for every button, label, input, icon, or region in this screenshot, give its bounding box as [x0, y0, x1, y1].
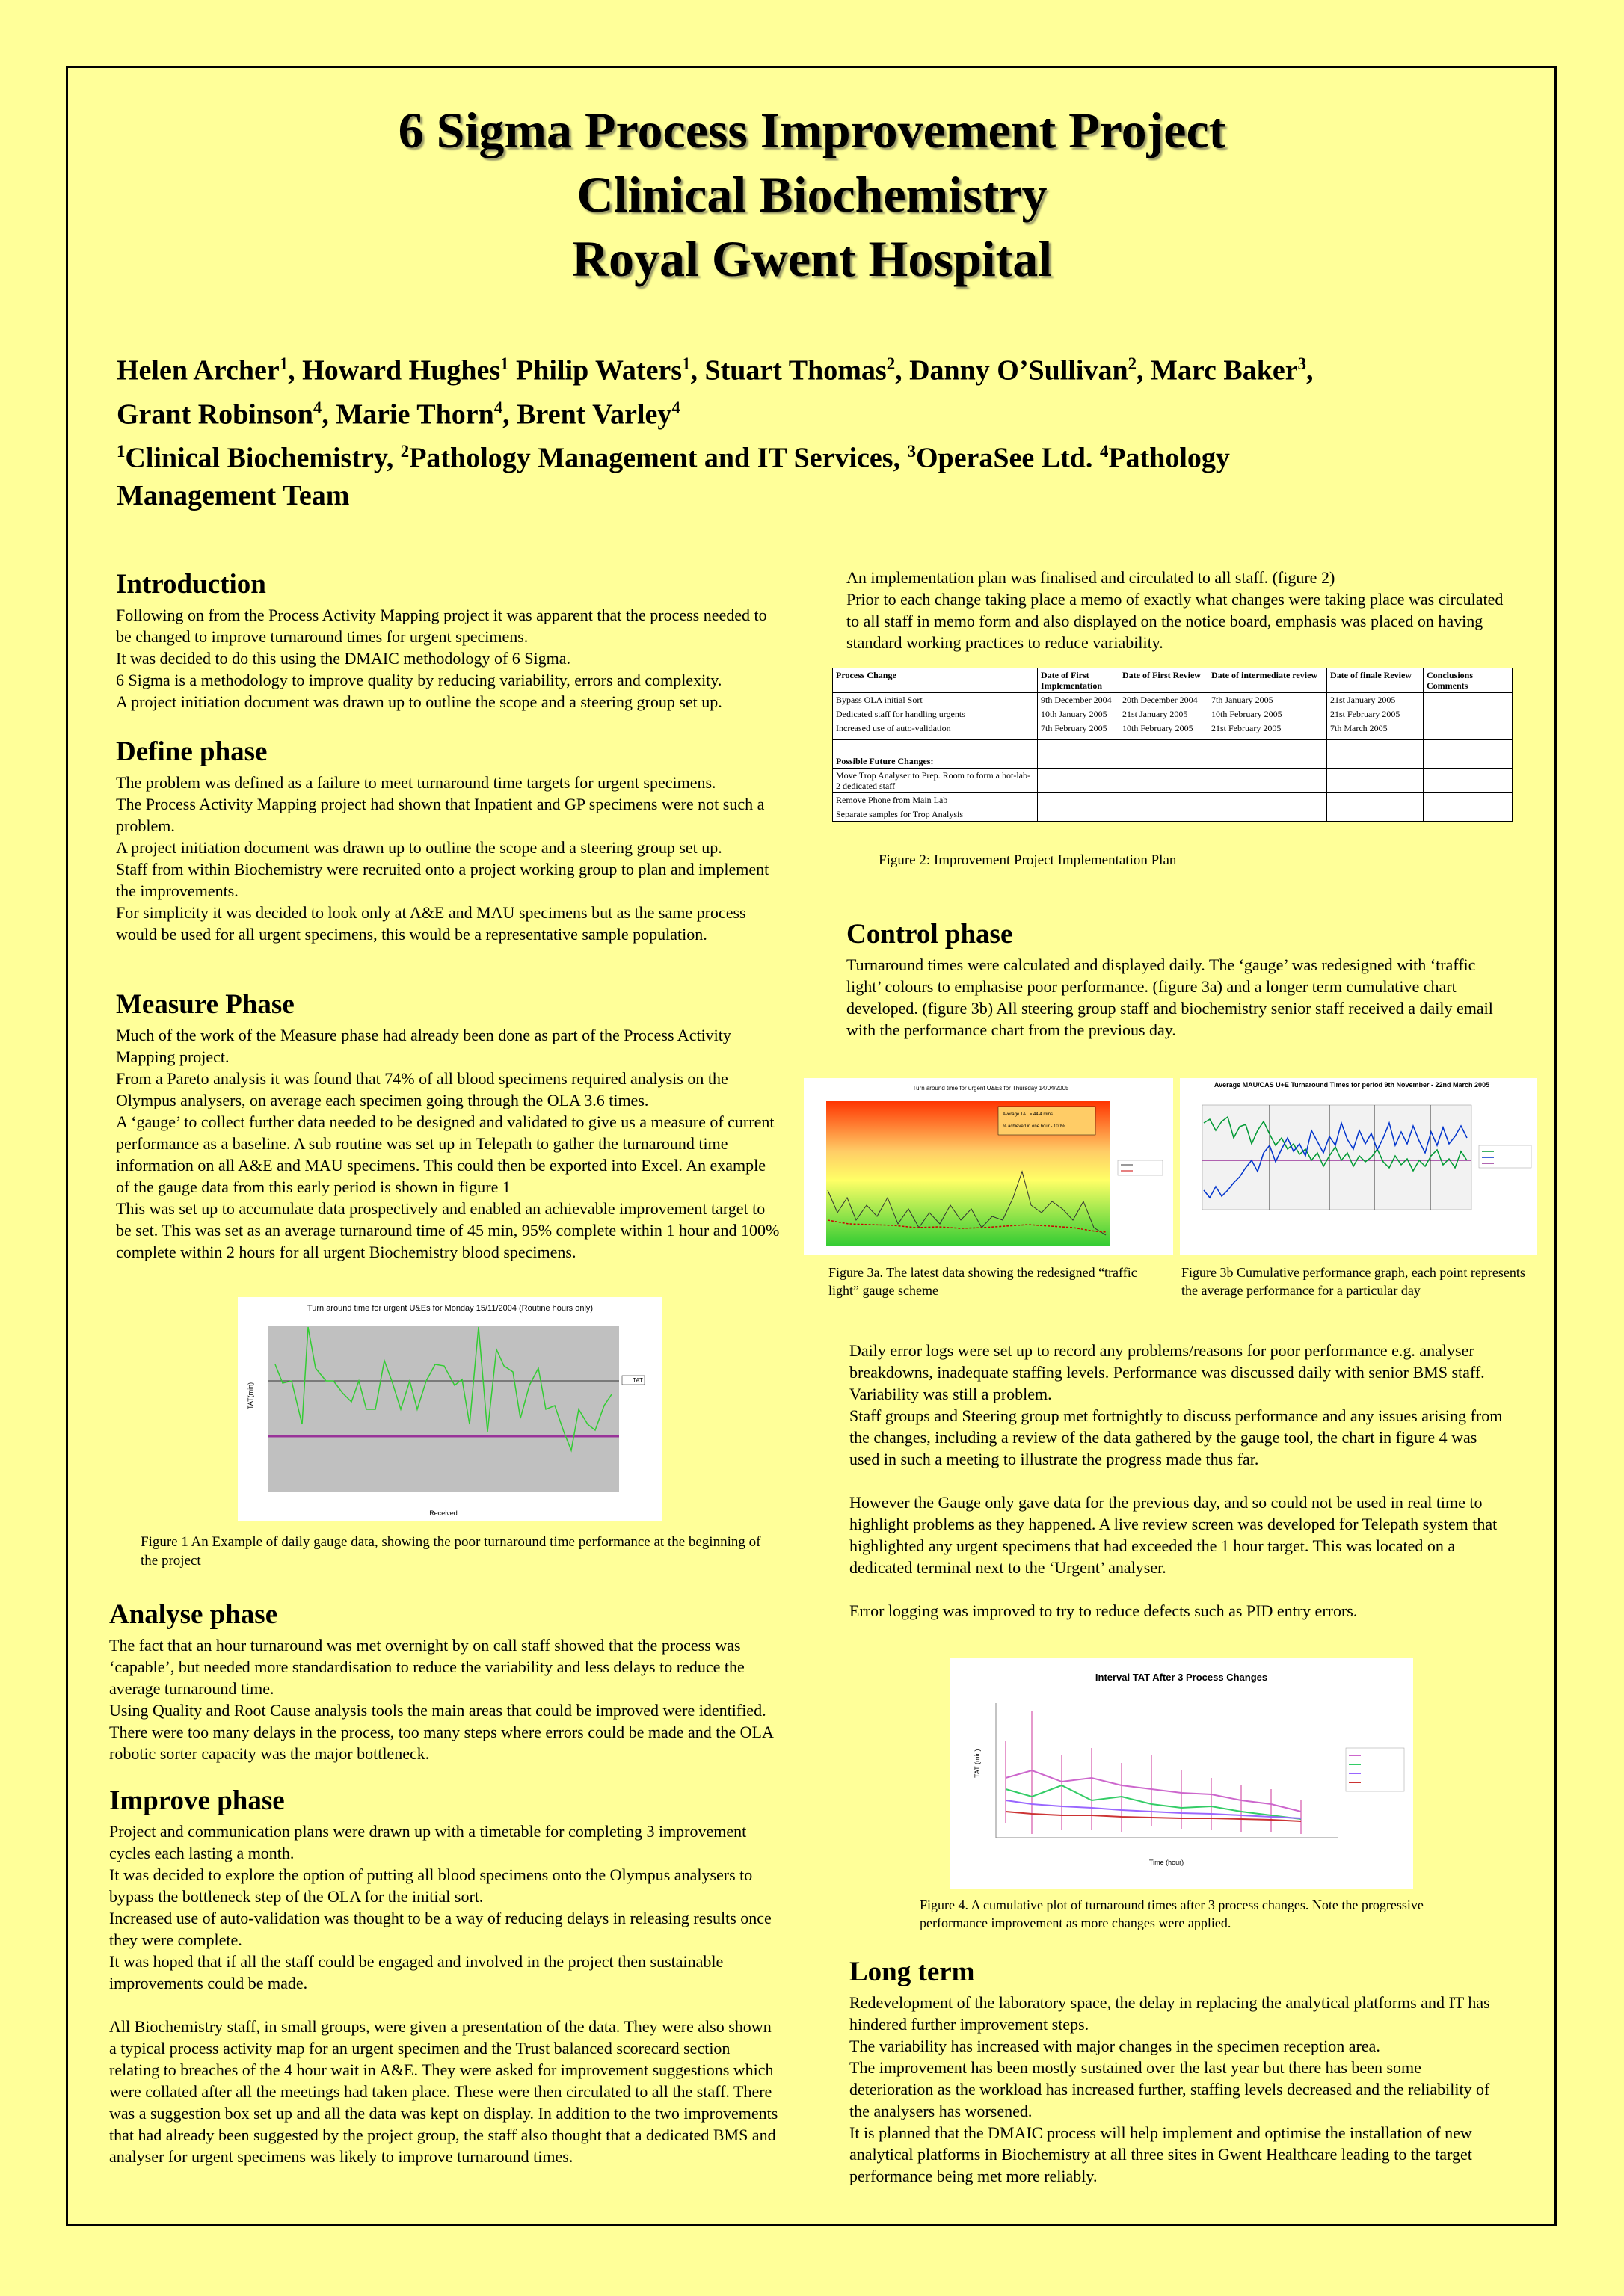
- figure-3a-caption: Figure 3a. The latest data showing the redesigned “traffic light” gauge scheme: [828, 1265, 1137, 1298]
- table-cell: 20th December 2004: [1119, 693, 1208, 707]
- table-cell: [1208, 807, 1327, 822]
- longterm-para: Redevelopment of the laboratory space, the delay in replacing the analytical platforms and IT has hindered further improvement steps.: [849, 1993, 1490, 2034]
- table-row: [833, 793, 1513, 807]
- control-section: [846, 918, 1504, 1041]
- analyse-para: The fact that an hour turnaround was met overnight by on call staff showed that the process was ‘capable’, but needed more standardisation to reduce the variability and less delays to reduce the average turnaround time.: [109, 1636, 745, 1698]
- table-cell: [1327, 807, 1424, 822]
- implementation-table: [832, 668, 1513, 822]
- figure-1-title: Turn around time for urgent U&Es for Monday 15/11/2004 (Routine hours only): [307, 1304, 594, 1313]
- figure-3a-legend-2: % achieved in one hour - 100%: [1003, 1124, 1065, 1129]
- table-cell: 21st January 2005: [1119, 707, 1208, 721]
- table-cell: [1327, 769, 1424, 793]
- figure-1-ylabel: TAT(min): [247, 1382, 254, 1409]
- table-cell: 21st January 2005: [1327, 693, 1424, 707]
- table-header: Date of intermediate review: [1208, 668, 1327, 693]
- table-cell: 7th February 2005: [1038, 721, 1119, 740]
- table-cell: [1208, 769, 1327, 793]
- figure-3b-caption: Figure 3b Cumulative performance graph, each point represents the average performance for a particular day: [1181, 1265, 1525, 1298]
- table-cell: Dedicated staff for handling urgents: [833, 707, 1038, 721]
- table-cell: [1424, 793, 1513, 807]
- improve-heading: Improve phase: [109, 1785, 285, 1816]
- figure-4-xlabel: Time (hour): [1148, 1859, 1184, 1866]
- table-cell: 10th February 2005: [1119, 721, 1208, 740]
- title-line-3: Royal Gwent Hospital: [571, 230, 1053, 287]
- figure-4-ylabel: TAT (min): [974, 1749, 981, 1778]
- define-heading: Define phase: [116, 736, 268, 767]
- errors-para: Error logging was improved to try to reduce defects such as PID entry errors.: [849, 1601, 1358, 1620]
- table-row: [833, 707, 1513, 721]
- measure-para: This was set up to accumulate data prospectively and enabled an achievable improvement target to be set. This was set as an average turnaround time of 45 min, 95% complete within 1 hour and 100% complete within 2 hours for all urgent Biochemistry blood specimens.: [116, 1199, 780, 1261]
- table-row: [833, 807, 1513, 822]
- improve-para: It was hoped that if all the staff could be engaged and involved in the project then sustainable improvements could be made.: [109, 1952, 724, 1992]
- table-cell: [833, 740, 1038, 754]
- table-header: Process Change: [833, 668, 1038, 693]
- table-cell: [1119, 769, 1208, 793]
- table-header-row: [833, 668, 1513, 693]
- longterm-para: The variability has increased with major changes in the specimen reception area.: [849, 2037, 1380, 2055]
- implementation-section: [846, 567, 1504, 653]
- implementation-para: An implementation plan was finalised and circulated to all staff. (figure 2): [846, 568, 1335, 587]
- errors-para: Daily error logs were set up to record any problems/reasons for poor performance e.g. analyser breakdowns, inadequate staffing levels. Performance was discussed daily with senior BMS staff. Variability was still a problem.: [849, 1341, 1485, 1403]
- affiliations-line-1: $^1$Clinical Biochemistry, $^2$Pathology Management and IT Services, $^3$OperaSee Ltd. $^4$Pathology: [117, 442, 1230, 474]
- errors-para: However the Gauge only gave data for the previous day, and so could not be used in real time to highlight problems as they happened. A live review screen was developed for Telepath system that highlighted any urgent specimens that had exceeded the 1 hour target. This was located on a dedicated terminal next to the ‘Urgent’ analyser.: [849, 1493, 1498, 1577]
- table-cell: Remove Phone from Main Lab: [833, 793, 1038, 807]
- control-heading: Control phase: [846, 919, 1013, 950]
- define-para: The Process Activity Mapping project had shown that Inpatient and GP specimens were not such a problem.: [116, 795, 765, 835]
- improve-para: Increased use of auto-validation was thought to be a way of reducing delays in releasing results once they were complete.: [109, 1909, 772, 1949]
- table-cell: 9th December 2004: [1038, 693, 1119, 707]
- improve-section: [109, 1785, 782, 2167]
- figure-1-caption: Figure 1 An Example of daily gauge data, showing the poor turnaround time performance at the beginning of the project: [141, 1534, 761, 1569]
- table-cell: [1424, 707, 1513, 721]
- table-cell: [1038, 740, 1119, 754]
- analyse-section: [109, 1598, 782, 1764]
- table-header: Date of First Review: [1119, 668, 1208, 693]
- table-cell: Possible Future Changes:: [833, 754, 1038, 769]
- figure-3a-legend-1: Average TAT = 44.4 mins: [1003, 1112, 1053, 1117]
- intro-para: Following on from the Process Activity Mapping project it was apparent that the process needed to be changed to improve turnaround times for urgent specimens.: [116, 606, 767, 646]
- table-cell: 21st February 2005: [1327, 707, 1424, 721]
- intro-para: 6 Sigma is a methodology to improve quality by reducing variability, errors and complexity.: [116, 671, 722, 689]
- measure-heading: Measure Phase: [116, 989, 295, 1020]
- errors-spacer: [849, 1470, 1507, 1492]
- authors-line-1: Helen Archer$^1$, Howard Hughes$^1$ Philip Waters$^1$, Stuart Thomas$^2$, Danny O’Sullivan$^2$, Marc Baker$^3$,: [117, 354, 1314, 387]
- table-cell: Move Trop Analyser to Prep. Room to form a hot-lab- 2 dedicated staff: [833, 769, 1038, 793]
- longterm-section: [849, 1956, 1507, 2187]
- improve-para: Project and communication plans were drawn up with a timetable for completing 3 improvement cycles each lasting a month.: [109, 1822, 747, 1862]
- table-cell: [1327, 740, 1424, 754]
- title-line-2: Clinical Biochemistry: [576, 166, 1048, 223]
- table-cell: [1038, 754, 1119, 769]
- control-para: Turnaround times were calculated and displayed daily. The ‘gauge’ was redesigned with ‘traffic light’ colours to emphasise poor performance. (figure 3a) and a longer term cumulative chart developed. (figure 3b) All steering group staff and biochemistry senior staff received a daily email with the performance chart from the previous day.: [846, 955, 1493, 1039]
- table-cell: 7th January 2005: [1208, 693, 1327, 707]
- table-cell: [1119, 793, 1208, 807]
- analyse-para: Using Quality and Root Cause analysis tools the main areas that could be improved were identified. There were too many delays in the process, too many steps where errors could be made and the OLA robotic sorter capacity was the major bottleneck.: [109, 1701, 773, 1763]
- table-cell: 10th February 2005: [1208, 707, 1327, 721]
- affiliations-line-2: Management Team: [117, 479, 350, 511]
- table-header: Date of finale Review: [1327, 668, 1424, 693]
- implementation-table-wrap: [832, 668, 1513, 822]
- table-cell: [1208, 793, 1327, 807]
- table-cell: [1424, 721, 1513, 740]
- figure-4-chart: [950, 1658, 1413, 1889]
- define-para: For simplicity it was decided to look only at A&E and MAU specimens but as the same process would be used for all urgent specimens, this would be a representative sample population.: [116, 903, 746, 944]
- measure-para: Much of the work of the Measure phase had already been done as part of the Process Activity Mapping project.: [116, 1026, 731, 1066]
- figure-4-caption: Figure 4. A cumulative plot of turnaround times after 3 process changes. Note the progressive performance improvement as more changes were applied.: [920, 1898, 1424, 1930]
- title-line-1: 6 Sigma Process Improvement Project: [398, 102, 1226, 158]
- table-row: [833, 754, 1513, 769]
- improve-spacer: [109, 1994, 782, 2016]
- improve-para: All Biochemistry staff, in small groups, were given a presentation of the data. They were also shown a typical process activity map for an urgent specimen and the Trust balanced scorecard section relating to breaches of the 4 hour wait in A&E. They were asked for improvement suggestions which were collated after all the meetings had taken place. These were then circulated to all the staff. There was a suggestion box set up and all the data was kept on display. In addition to the two improvements that had already been suggested by the project group, the staff also thought that a dedicated BMS and analyser for urgent specimens was likely to improve turnaround times.: [109, 2017, 778, 2166]
- table-header: Date of First Implementation: [1038, 668, 1119, 693]
- figure-3b-chart: [1180, 1078, 1537, 1255]
- table-cell: [1424, 740, 1513, 754]
- table-row: [833, 769, 1513, 793]
- figure-1-xlabel: Received: [429, 1509, 458, 1517]
- table-cell: [1327, 793, 1424, 807]
- table-row: [833, 721, 1513, 740]
- measure-para: A ‘gauge’ to collect further data needed to be designed and validated to give us a measure of current performance as a baseline. A sub routine was set up in Telepath to gather the turnaround time information on all A&E and MAU specimens. This could then be exported into Excel. An example of the gauge data from this early period is shown in figure 1: [116, 1112, 775, 1196]
- figure-3b-title: Average MAU/CAS U+E Turnaround Times for period 9th November - 22nd March 2005: [1214, 1081, 1490, 1089]
- author-block: [117, 345, 1522, 514]
- table-cell: [1424, 807, 1513, 822]
- longterm-heading: Long term: [849, 1957, 975, 1987]
- table-cell: [1424, 769, 1513, 793]
- intro-para: It was decided to do this using the DMAIC methodology of 6 Sigma.: [116, 649, 570, 668]
- table-header: Conclusions Comments: [1424, 668, 1513, 693]
- define-para: Staff from within Biochemistry were recruited onto a project working group to plan and implement the improvements.: [116, 860, 769, 900]
- table-cell: [1208, 740, 1327, 754]
- table-cell: [1038, 807, 1119, 822]
- table-cell: [1424, 693, 1513, 707]
- intro-para: A project initiation document was drawn up to outline the scope and a steering group set up.: [116, 692, 722, 711]
- table-cell: Separate samples for Trop Analysis: [833, 807, 1038, 822]
- figure-3a-title: Turn around time for urgent U&Es for Thursday 14/04/2005: [912, 1085, 1069, 1092]
- table-cell: [1119, 740, 1208, 754]
- introduction-heading: Introduction: [116, 569, 266, 600]
- introduction-section: [116, 568, 781, 713]
- figure-4-title: Interval TAT After 3 Process Changes: [1095, 1672, 1268, 1683]
- table-cell: Increased use of auto-validation: [833, 721, 1038, 740]
- longterm-para: The improvement has been mostly sustained over the last year but there has been some deterioration as the workload has increased further, staffing levels decreased and the reliability of the analysers has worsened.: [849, 2058, 1490, 2120]
- table-cell: 10th January 2005: [1038, 707, 1119, 721]
- figure-1-chart: [238, 1297, 662, 1521]
- table-cell: [1424, 754, 1513, 769]
- analyse-heading: Analyse phase: [109, 1599, 278, 1630]
- implementation-para: Prior to each change taking place a memo of exactly what changes were taking place was circulated to all staff in memo form and also displayed on the notice board, emphasis was placed on having standard working practices to reduce variability.: [846, 590, 1504, 652]
- table-row: [833, 740, 1513, 754]
- table-cell: [1208, 754, 1327, 769]
- table-cell: 21st February 2005: [1208, 721, 1327, 740]
- measure-para: From a Pareto analysis it was found that 74% of all blood specimens required analysis on the Olympus analysers, on average each specimen going through the OLA 3.6 times.: [116, 1069, 728, 1109]
- table-cell: [1038, 793, 1119, 807]
- figure-3a-chart: [804, 1078, 1173, 1255]
- measure-section: [116, 988, 781, 1263]
- table-row: [833, 693, 1513, 707]
- define-para: A project initiation document was drawn up to outline the scope and a steering group set up.: [116, 838, 722, 857]
- errors-section: [849, 1340, 1507, 1622]
- authors-line-2: Grant Robinson$^4$, Marie Thorn$^4$, Brent Varley$^4$: [117, 398, 680, 431]
- table-cell: [1038, 769, 1119, 793]
- figure-1-legend: TAT: [633, 1377, 643, 1384]
- longterm-para: It is planned that the DMAIC process will help implement and optimise the installation of new analytical platforms in Biochemistry at all three sites in Gwent Healthcare leading to the target performance being met more reliably.: [849, 2123, 1472, 2185]
- errors-para: Staff groups and Steering group met fortnightly to discuss performance and any issues arising from the changes, including a review of the data gathered by the gauge tool, the chart in figure 4 was used in such a meeting to illustrate the progress made thus far.: [849, 1406, 1503, 1468]
- table-cell: [1119, 807, 1208, 822]
- table-cell: 7th March 2005: [1327, 721, 1424, 740]
- table-cell: [1327, 754, 1424, 769]
- improve-para: It was decided to explore the option of putting all blood specimens onto the Olympus analysers to bypass the bottleneck step of the OLA for the initial sort.: [109, 1865, 753, 1906]
- define-para: The problem was defined as a failure to meet turnaround time targets for urgent specimens.: [116, 773, 716, 792]
- define-section: [116, 736, 781, 945]
- table-cell: [1119, 754, 1208, 769]
- errors-spacer: [849, 1578, 1507, 1600]
- figure-2-caption: Figure 2: Improvement Project Implementation Plan: [879, 852, 1177, 868]
- table-cell: Bypass OLA initial Sort: [833, 693, 1038, 707]
